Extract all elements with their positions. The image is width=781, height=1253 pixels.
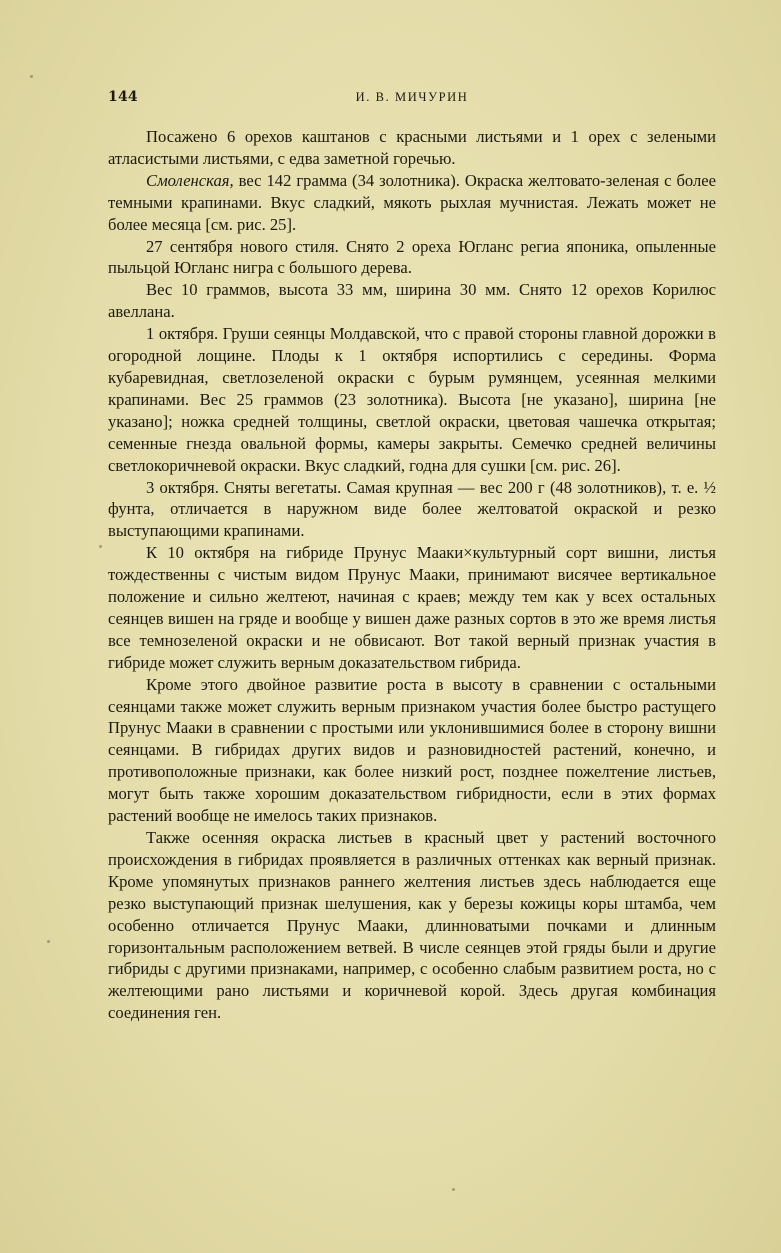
paper-speck <box>99 545 102 548</box>
paragraph <box>108 542 716 673</box>
paper-speck <box>452 1188 455 1191</box>
paragraph <box>108 477 716 543</box>
running-title: И. В. МИЧУРИН <box>355 90 469 104</box>
paragraph <box>108 279 716 323</box>
body-text <box>108 126 716 1024</box>
paragraph <box>108 126 716 170</box>
paragraph-lead-italic: Смоленская, <box>146 170 234 190</box>
paragraph <box>108 674 716 827</box>
page-header <box>108 89 716 111</box>
paragraph-text: 27 сентября нового стиля. Снято 2 ореха Югланс региа японика, опыленные пыльцой Югланс нигра с большого дерева. <box>108 236 716 278</box>
paper-speck <box>47 940 50 943</box>
paragraph-text: Кроме этого двойное развитие роста в высоту в сравнении с остальными сеянцами также может служить верным признаком участия более быстро растущего Прунус Мааки в сравнении с простыми или уклонившимися более в сторону вишни сеянцами. В гибридах других видов и разновидностей растений, конечно, и противоположные признаки, как более низкий рост, позднее пожелтение листьев, могут быть также хорошим доказательством гибридности, если в этих формах растений вообще не имелось таких признаков. <box>108 674 716 826</box>
paragraph <box>108 827 716 1024</box>
paragraph-text: К 10 октября на гибриде Прунус Мааки×культурный сорт вишни, листья тождественны с чистым видом Прунус Мааки, принимают висячее вертикальное положение и сильно желтеют, начиная с краев; между тем как у всех остальных сеянцев вишен на гряде и вообще у вишен даже разных сортов в это же время листья все темнозеленой окраски и не обвисают. Вот такой верный признак участия в гибриде может служить верным доказательством гибрида. <box>108 543 716 672</box>
paragraph-text: вес 142 грамма (34 золотника). Окраска желтовато-зеленая с более темными крапинами. Вкус сладкий, мякоть рыхлая мучнистая. Лежать может не более месяца [см. рис. 25]. <box>108 170 716 234</box>
paragraph <box>108 236 716 280</box>
page-number: 144 <box>108 89 138 105</box>
paragraph-text: Посажено 6 орехов каштанов с красными листьями и 1 орех с зелеными атласистыми листьями, с едва заметной горечью. <box>108 127 716 168</box>
paragraph-text: Также осенняя окраска листьев в красный цвет у растений восточного происхождения в гибридах проявляется в различных оттенках как верный признак. Кроме упомянутых признаков раннего желтения листьев здесь наблюдается еще резко выступающий признак шелушения, как у березы кожицы коры штамба, чем особенно отличается Прунус Мааки, длинноватыми почками и длинным горизонтальным расположением ветвей. В числе сеянцев этой гряды были и другие гибриды с другими признаками, например, с особенно слабым развитием роста, но с желтеющими рано листьями и коричневой корой. Здесь другая комбинация соединения ген. <box>108 828 716 1023</box>
paragraph-text: 1 октября. Груши сеянцы Молдавской, что с правой стороны главной дорожки в огородной лощине. Плоды к 1 октября испортились с середины. Форма кубаревидная, светлозеленой окраски с бурым румянцем, усеянная мелкими крапинами. Вес 25 граммов (23 золотника). Высота [не указано], ширина [не указано]; ножка средней толщины, светлой окраски, цветовая чашечка открытая; семенные гнезда овальной формы, камеры закрыты. Семечко средней величины светлокоричневой окраски. Вкус сладкий, годна для сушки [см. рис. 26]. <box>108 324 716 475</box>
paragraph-text: 3 октября. Сняты вегетаты. Самая крупная — вес 200 г (48 золотников), т. е. ½ фунта, отличается в наружном виде более желтоватой окраской и резко выступающими крапинами. <box>108 477 716 541</box>
paragraph <box>108 323 716 476</box>
paper-speck <box>30 75 33 78</box>
paragraph-text: Вес 10 граммов, высота 33 мм, ширина 30 мм. Снято 12 орехов Корилюс авеллана. <box>108 280 716 322</box>
paragraph <box>108 170 716 236</box>
